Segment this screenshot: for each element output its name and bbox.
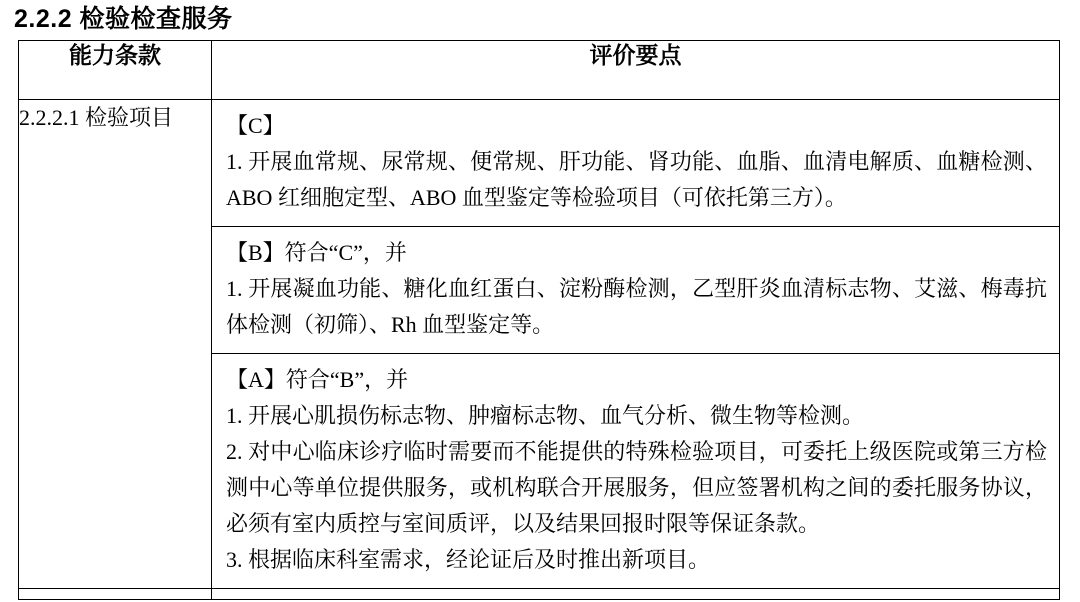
- grade-label-c: 【C】: [226, 113, 285, 138]
- grade-b-item-1: 1. 开展凝血功能、糖化血红蛋白、淀粉酶检测，乙型肝炎血清标志物、艾滋、梅毒抗体检测（初筛）、Rh 血型鉴定等。: [226, 276, 1047, 337]
- capability-term-cell: 2.2.2.1 检验项目: [19, 100, 212, 589]
- grade-a-item-3: 3. 根据临床科室需求，经论证后及时推出新项目。: [226, 547, 711, 572]
- table-row: [19, 100, 1060, 589]
- capability-table: [18, 40, 1060, 600]
- grade-label-a: 【A】符合“B”，并: [226, 367, 409, 392]
- column-header-capability-term: 能力条款: [19, 41, 212, 100]
- grade-a-item-1: 1. 开展心肌损伤标志物、肿瘤标志物、血气分析、微生物等检测。: [226, 403, 865, 428]
- next-row-term-cell: [19, 589, 212, 600]
- table-header-row: [19, 41, 1060, 100]
- grade-a-item-2: 2. 对中心临床诊疗临时需要而不能提供的特殊检验项目，可委托上级医院或第三方检测中心等单位提供服务，或机构联合开展服务，但应签署机构之间的委托服务协议，必须有室内质控与室间质评，以及结果回报时限等保证条款。: [226, 439, 1047, 536]
- next-row-points-cell: [212, 589, 1060, 600]
- grade-block-a: [212, 354, 1059, 588]
- evaluation-points-cell: [212, 100, 1060, 589]
- page-title: 2.2.2 检验检查服务: [14, 5, 233, 33]
- grade-label-b: 【B】符合“C”，并: [226, 240, 407, 265]
- column-header-evaluation-points: 评价要点: [212, 41, 1060, 100]
- grade-block-c: [212, 100, 1059, 227]
- grade-c-item-1: 1. 开展血常规、尿常规、便常规、肝功能、肾功能、血脂、血清电解质、血糖检测、ABO 红细胞定型、ABO 血型鉴定等检验项目（可依托第三方）。: [226, 149, 1047, 210]
- grade-block-b: [212, 227, 1059, 354]
- table-row-next-partial: [19, 589, 1060, 600]
